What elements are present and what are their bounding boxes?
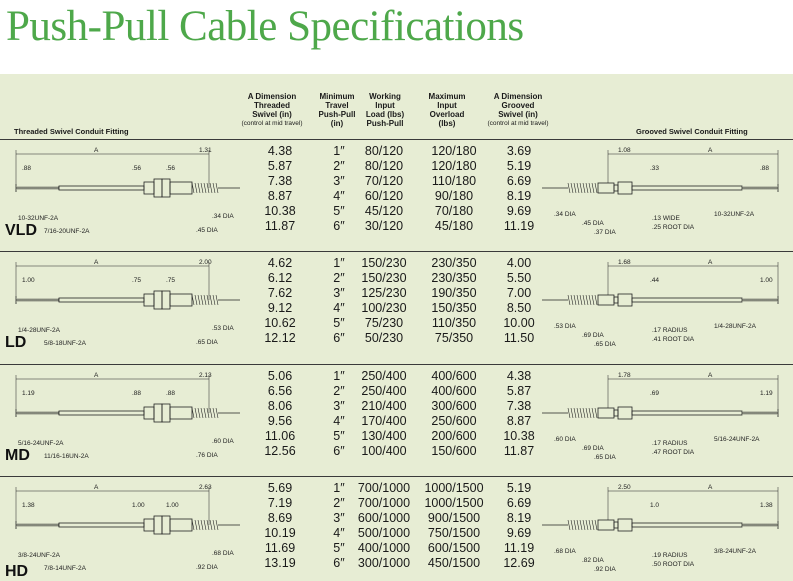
travel-value: 3″ [333, 174, 345, 188]
threaded-dimension-label: 1.19 [22, 390, 35, 397]
threaded-dimension-label: .92 DIA [196, 564, 218, 571]
grooved-dimension-label: .19 RADIUS [652, 552, 688, 559]
travel-value: 1″ [333, 481, 345, 495]
working-load-value: 700/1000 [357, 481, 411, 495]
working-load-value: 50/230 [364, 331, 404, 345]
travel-value: 2″ [333, 384, 345, 398]
overload-value: 75/350 [434, 331, 474, 345]
threaded-fitting-drawing [16, 262, 240, 309]
grooved-dimension-label: .25 ROOT DIA [652, 224, 695, 231]
a-threaded-value: 10.19 [264, 526, 296, 540]
overload-value: 190/350 [431, 286, 477, 300]
travel-value: 1″ [333, 369, 345, 383]
working-load-value: 70/120 [364, 174, 404, 188]
a-threaded-value: 8.06 [267, 399, 293, 413]
working-load-value: 45/120 [364, 204, 404, 218]
overload-value: 900/1500 [427, 511, 481, 525]
threaded-fitting-label: Threaded Swivel Conduit Fitting [14, 127, 129, 136]
working-load-value: 170/400 [361, 414, 407, 428]
grooved-dimension-label: 3/8-24UNF-2A [714, 548, 756, 555]
overload-value: 90/180 [434, 189, 474, 203]
cable-series-name: MD [5, 447, 30, 464]
threaded-dimension-label: 5/8-18UNF-2A [44, 340, 86, 347]
threaded-dimension-label: 10-32UNF-2A [18, 215, 59, 222]
threaded-dimension-label: 1.00 [22, 277, 35, 284]
a-grooved-value: 7.38 [506, 399, 532, 413]
grooved-dimension-label: 5/16-24UNF-2A [714, 436, 760, 443]
threaded-dimension-label: .60 DIA [212, 438, 234, 445]
threaded-dimension-label: .34 DIA [212, 213, 234, 220]
a-threaded-value: 6.56 [267, 384, 293, 398]
travel-value: 2″ [333, 159, 345, 173]
a-threaded-value: 8.87 [267, 189, 293, 203]
a-grooved-value: 8.87 [506, 414, 532, 428]
threaded-dimension-label: .88 [22, 165, 32, 172]
working-load-value: 75/230 [364, 316, 404, 330]
travel-value: 5″ [333, 429, 345, 443]
a-grooved-value: 10.38 [503, 429, 535, 443]
a-grooved-value: 4.38 [506, 369, 532, 383]
grooved-dimension-label: 1.19 [760, 390, 773, 397]
threaded-dimension-label: A [94, 147, 99, 154]
section-hd [0, 477, 793, 581]
grooved-dimension-label: A [708, 147, 713, 154]
travel-value: 1″ [333, 256, 345, 270]
grooved-dimension-label: 2.50 [618, 484, 631, 491]
travel-value: 4″ [333, 526, 345, 540]
a-threaded-value: 5.87 [267, 159, 293, 173]
working-load-value: 80/120 [364, 144, 404, 158]
threaded-dimension-label: 1.00 [132, 502, 145, 509]
a-threaded-value: 11.87 [264, 219, 296, 233]
working-load-value: 600/1000 [357, 511, 411, 525]
a-grooved-value: 5.50 [506, 271, 532, 285]
cable-series-name: LD [5, 334, 27, 351]
a-threaded-value: 8.69 [267, 511, 293, 525]
overload-value: 400/600 [431, 369, 477, 383]
grooved-dimension-label: .45 DIA [582, 220, 604, 227]
a-threaded-value: 10.62 [264, 316, 296, 330]
threaded-dimension-label: .45 DIA [196, 227, 218, 234]
grooved-dimension-label: 1.68 [618, 259, 631, 266]
grooved-dimension-label: .17 RADIUS [652, 440, 688, 447]
grooved-dimension-label: .82 DIA [582, 557, 604, 564]
threaded-dimension-label: 3/8-24UNF-2A [18, 552, 60, 559]
overload-value: 150/600 [431, 444, 477, 458]
a-threaded-value: 12.56 [264, 444, 296, 458]
travel-value: 4″ [333, 301, 345, 315]
page-title: Push-Pull Cable Specifications [6, 3, 524, 50]
grooved-dimension-label: .92 DIA [594, 566, 616, 573]
grooved-dimension-label: 10-32UNF-2A [714, 211, 755, 218]
a-grooved-value: 5.19 [506, 481, 532, 495]
working-load-value: 300/1000 [357, 556, 411, 570]
threaded-fitting-diagram [4, 140, 244, 248]
overload-value: 1000/1500 [424, 496, 484, 510]
threaded-dimension-label: A [94, 372, 99, 379]
threaded-dimension-label: 1/4-28UNF-2A [18, 327, 60, 334]
grooved-dimension-label: .37 DIA [594, 229, 616, 236]
threaded-dimension-label: 7/8-14UNF-2A [44, 565, 86, 572]
a-grooved-value: 4.00 [506, 256, 532, 270]
grooved-fitting-diagram [538, 365, 788, 473]
a-grooved-value: 9.69 [506, 526, 532, 540]
grooved-fitting-diagram [538, 477, 788, 581]
a-grooved-value: 8.19 [506, 189, 532, 203]
overload-value: 600/1500 [427, 541, 481, 555]
working-load-value: 60/120 [364, 189, 404, 203]
working-load-value: 130/400 [361, 429, 407, 443]
threaded-dimension-label: 2.13 [199, 372, 212, 379]
threaded-fitting-drawing [16, 375, 240, 422]
section-ld [0, 252, 793, 362]
working-load-value: 30/120 [364, 219, 404, 233]
threaded-dimension-label: A [94, 259, 99, 266]
cable-series-name: VLD [5, 222, 37, 239]
travel-value: 6″ [333, 556, 345, 570]
a-grooved-value: 11.87 [503, 444, 535, 458]
a-threaded-value: 9.12 [267, 301, 293, 315]
threaded-dimension-label: .75 [132, 277, 142, 284]
a-grooved-value: 8.50 [506, 301, 532, 315]
working-load-value: 210/400 [361, 399, 407, 413]
threaded-dimension-label: 2.00 [199, 259, 212, 266]
a-threaded-value: 4.38 [267, 144, 293, 158]
travel-value: 6″ [333, 331, 345, 345]
a-threaded-value: 11.69 [264, 541, 296, 555]
overload-value: 250/600 [431, 414, 477, 428]
a-threaded-value: 5.06 [267, 369, 293, 383]
working-load-value: 500/1000 [357, 526, 411, 540]
grooved-dimension-label: .44 [650, 277, 660, 284]
threaded-dimension-label: 2.63 [199, 484, 212, 491]
grooved-dimension-label: A [708, 484, 713, 491]
overload-value: 120/180 [431, 144, 477, 158]
overload-value: 230/350 [431, 256, 477, 270]
threaded-dimension-label: .65 DIA [196, 339, 218, 346]
threaded-dimension-label: .68 DIA [212, 550, 234, 557]
header-a-grooved: A Dimension Grooved Swivel (in) (control at mid travel) [487, 92, 549, 127]
cable-series-name: HD [5, 563, 29, 580]
grooved-dimension-label: 1.0 [650, 502, 660, 509]
overload-value: 750/1500 [427, 526, 481, 540]
travel-value: 5″ [333, 541, 345, 555]
grooved-dimension-label: .69 DIA [582, 332, 604, 339]
grooved-dimension-label: 1/4-28UNF-2A [714, 323, 756, 330]
overload-value: 300/600 [431, 399, 477, 413]
a-grooved-value: 8.19 [506, 511, 532, 525]
a-threaded-value: 6.12 [267, 271, 293, 285]
a-grooved-value: 9.69 [506, 204, 532, 218]
grooved-dimension-label: .17 RADIUS [652, 327, 688, 334]
overload-value: 70/180 [434, 204, 474, 218]
a-threaded-value: 4.62 [267, 256, 293, 270]
working-load-value: 100/230 [361, 301, 407, 315]
grooved-dimension-label: A [708, 259, 713, 266]
threaded-dimension-label: 11/16-16UN-2A [44, 453, 89, 460]
a-grooved-value: 6.69 [506, 174, 532, 188]
overload-value: 450/1500 [427, 556, 481, 570]
grooved-dimension-label: .53 DIA [554, 323, 576, 330]
threaded-dimension-label: .88 [166, 390, 176, 397]
a-threaded-value: 7.62 [267, 286, 293, 300]
overload-value: 1000/1500 [424, 481, 484, 495]
overload-value: 110/180 [431, 174, 477, 188]
a-threaded-value: 7.19 [267, 496, 293, 510]
grooved-dimension-label: .50 ROOT DIA [652, 561, 695, 568]
a-threaded-value: 13.19 [264, 556, 296, 570]
a-grooved-value: 5.19 [506, 159, 532, 173]
grooved-fitting-drawing [542, 487, 778, 531]
grooved-dimension-label: 1.78 [618, 372, 631, 379]
threaded-dimension-label: .56 [166, 165, 176, 172]
working-load-value: 125/230 [361, 286, 407, 300]
overload-value: 110/350 [431, 316, 477, 330]
grooved-fitting-drawing [542, 262, 778, 306]
threaded-dimension-label: 1.00 [166, 502, 179, 509]
grooved-dimension-label: .47 ROOT DIA [652, 449, 695, 456]
travel-value: 2″ [333, 271, 345, 285]
grooved-dimension-label: 1.08 [618, 147, 631, 154]
working-load-value: 250/400 [361, 384, 407, 398]
a-grooved-value: 3.69 [506, 144, 532, 158]
section-md [0, 365, 793, 475]
grooved-dimension-label: 1.00 [760, 277, 773, 284]
threaded-dimension-label: .56 [132, 165, 142, 172]
travel-value: 2″ [333, 496, 345, 510]
overload-value: 230/350 [431, 271, 477, 285]
threaded-dimension-label: 1.31 [199, 147, 212, 154]
threaded-fitting-diagram [4, 365, 244, 473]
header-working-load: Working Input Load (lbs) Push-Pull [365, 92, 405, 128]
grooved-dimension-label: .41 ROOT DIA [652, 336, 695, 343]
threaded-fitting-drawing [16, 487, 240, 534]
travel-value: 5″ [333, 204, 345, 218]
threaded-dimension-label: .76 DIA [196, 452, 218, 459]
a-threaded-value: 11.06 [264, 429, 296, 443]
working-load-value: 100/400 [361, 444, 407, 458]
travel-value: 4″ [333, 189, 345, 203]
section-vld [0, 140, 793, 250]
grooved-dimension-label: .13 WIDE [652, 215, 680, 222]
a-grooved-value: 10.00 [503, 316, 535, 330]
threaded-dimension-label: 1.38 [22, 502, 35, 509]
overload-value: 150/350 [431, 301, 477, 315]
a-grooved-value: 7.00 [506, 286, 532, 300]
header-a-threaded: A Dimension Threaded Swivel (in) (control at mid travel) [241, 92, 303, 127]
working-load-value: 400/1000 [357, 541, 411, 555]
grooved-dimension-label: .69 DIA [582, 445, 604, 452]
grooved-fitting-diagram [538, 140, 788, 248]
a-threaded-value: 12.12 [264, 331, 296, 345]
working-load-value: 150/230 [361, 271, 407, 285]
threaded-dimension-label: 5/16-24UNF-2A [18, 440, 64, 447]
travel-value: 3″ [333, 399, 345, 413]
grooved-dimension-label: A [708, 372, 713, 379]
grooved-fitting-drawing [542, 150, 778, 194]
travel-value: 6″ [333, 219, 345, 233]
travel-value: 3″ [333, 286, 345, 300]
grooved-dimension-label: 1.38 [760, 502, 773, 509]
threaded-fitting-diagram [4, 252, 244, 360]
threaded-dimension-label: .75 [166, 277, 176, 284]
travel-value: 1″ [333, 144, 345, 158]
a-grooved-value: 6.69 [506, 496, 532, 510]
a-grooved-value: 11.19 [503, 541, 535, 555]
travel-value: 4″ [333, 414, 345, 428]
working-load-value: 150/230 [361, 256, 407, 270]
header-overload: Maximum Input Overload (lbs) [428, 92, 466, 128]
a-threaded-value: 5.69 [267, 481, 293, 495]
threaded-dimension-label: 7/16-20UNF-2A [44, 228, 90, 235]
threaded-dimension-label: .53 DIA [212, 325, 234, 332]
grooved-dimension-label: .34 DIA [554, 211, 576, 218]
travel-value: 6″ [333, 444, 345, 458]
grooved-dimension-label: .65 DIA [594, 454, 616, 461]
overload-value: 200/600 [431, 429, 477, 443]
a-grooved-value: 12.69 [503, 556, 535, 570]
travel-value: 5″ [333, 316, 345, 330]
travel-value: 3″ [333, 511, 345, 525]
working-load-value: 80/120 [364, 159, 404, 173]
threaded-dimension-label: A [94, 484, 99, 491]
a-threaded-value: 9.56 [267, 414, 293, 428]
working-load-value: 250/400 [361, 369, 407, 383]
threaded-fitting-diagram [4, 477, 244, 581]
threaded-fitting-drawing [16, 150, 240, 197]
grooved-dimension-label: .60 DIA [554, 436, 576, 443]
grooved-dimension-label: .68 DIA [554, 548, 576, 555]
overload-value: 400/600 [431, 384, 477, 398]
grooved-dimension-label: .88 [760, 165, 770, 172]
grooved-fitting-label: Grooved Swivel Conduit Fitting [636, 127, 748, 136]
overload-value: 45/180 [434, 219, 474, 233]
grooved-dimension-label: .65 DIA [594, 341, 616, 348]
grooved-fitting-diagram [538, 252, 788, 360]
working-load-value: 700/1000 [357, 496, 411, 510]
a-threaded-value: 7.38 [267, 174, 293, 188]
a-grooved-value: 11.50 [503, 331, 535, 345]
threaded-dimension-label: .88 [132, 390, 142, 397]
a-grooved-value: 11.19 [503, 219, 535, 233]
overload-value: 120/180 [431, 159, 477, 173]
grooved-dimension-label: .69 [650, 390, 660, 397]
header-travel: Minimum Travel Push-Pull (in) [318, 92, 356, 128]
grooved-dimension-label: .33 [650, 165, 660, 172]
a-grooved-value: 5.87 [506, 384, 532, 398]
grooved-fitting-drawing [542, 375, 778, 419]
a-threaded-value: 10.38 [264, 204, 296, 218]
